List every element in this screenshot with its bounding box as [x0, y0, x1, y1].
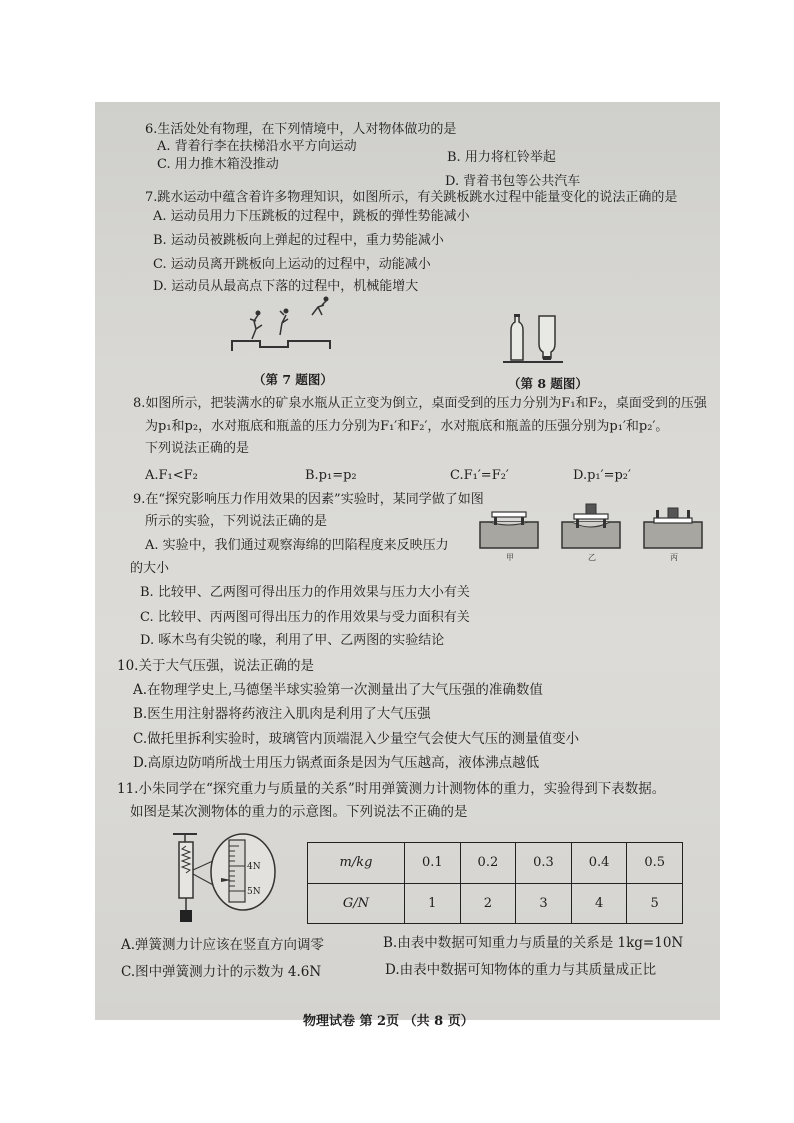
table-head-mass: m/kg	[308, 843, 405, 884]
table-row	[308, 883, 683, 924]
spring-scale-figure	[167, 830, 297, 930]
table-cell: 3	[516, 883, 572, 924]
table-cell: 0.5	[627, 843, 683, 884]
q10-option-a: A.在物理学史上,马德堡半球实验第一次测量出了大气压强的准确数值	[133, 682, 543, 698]
q6-option-b: B. 用力将杠铃举起	[447, 150, 556, 165]
q6-stem: 6.生活处处有物理，在下列情境中，人对物体做功的是	[145, 122, 457, 137]
table-cell: 5	[627, 883, 683, 924]
q9-option-c: C. 比较甲、丙两图可得出压力的作用效果与受力面积有关	[140, 610, 470, 625]
q6-option-a: A. 背着行李在扶梯沿水平方向运动	[157, 139, 357, 154]
q11-stem-2: 如图是某次测物体的重力的示意图。下列说法不正确的是	[130, 804, 468, 820]
label-yi: 乙	[588, 553, 596, 562]
table-cell: 4	[571, 883, 627, 924]
q11-stem-1: 11.小朱同学在“探究重力与质量的关系”时用弹簧测力计测物体的重力，实验得到下表数据。	[117, 781, 666, 797]
q8-option-b: B.p₁=p₂	[305, 468, 357, 483]
q8-option-c: C.F₁′=F₂′	[450, 468, 509, 483]
table-cell: 1	[405, 883, 461, 924]
table-row	[308, 843, 683, 884]
q11-option-b: B.由表中数据可知重力与质量的关系是 1kg=10N	[383, 935, 684, 951]
table-cell: 0.1	[405, 843, 461, 884]
label-bing: 丙	[670, 553, 678, 562]
mass-weight-table	[307, 842, 683, 924]
q7-option-b: B. 运动员被跳板向上弹起的过程中，重力势能减小	[153, 233, 444, 248]
q8-option-d: D.p₁′=p₂′	[573, 468, 631, 483]
q6-option-c: C. 用力推木箱没推动	[157, 157, 279, 172]
sponge-figure	[478, 500, 706, 562]
q10-option-b: B.医生用注射器将药液注入肌肉是利用了大气压强	[133, 706, 431, 722]
q9-option-a-2: 的大小	[130, 561, 170, 576]
q10-stem: 10.关于大气压强，说法正确的是	[117, 658, 314, 674]
q8-stem-3: 下列说法正确的是	[145, 441, 250, 456]
q8-option-a: A.F₁<F₂	[145, 468, 198, 483]
q9-stem-1: 9.在“探究影响压力作用效果的因素”实验时，某同学做了如图	[133, 492, 484, 507]
q11-option-d: D.由表中数据可知物体的重力与其质量成正比	[385, 962, 657, 978]
exam-page	[95, 102, 720, 1029]
table-cell: 0.4	[571, 843, 627, 884]
bottle-figure	[503, 312, 565, 364]
q11-option-a: A.弹簧测力计应该在竖直方向调零	[121, 937, 325, 953]
q7-stem: 7.跳水运动中蕴含着许多物理知识，如图所示，有关跳板跳水过程中能量变化的说法正确的是	[145, 190, 678, 205]
table-head-weight: G/N	[308, 883, 405, 924]
diving-figure	[230, 295, 340, 355]
q9-option-d: D. 啄木鸟有尖锐的喙，利用了甲、乙两图的实验结论	[140, 633, 445, 648]
q9-stem-2: 所示的实验，下列说法正确的是	[145, 514, 328, 529]
table-cell: 0.2	[460, 843, 516, 884]
q8-stem-1: 8.如图所示，把装满水的矿泉水瓶从正立变为倒立，桌面受到的压力分别为F₁和F₂，桌面受到的压强	[133, 396, 707, 411]
table-cell: 0.3	[516, 843, 572, 884]
q8-figure-caption: （第 8 题图）	[508, 376, 588, 391]
q6-option-d: D. 背着书包等公共汽车	[445, 174, 581, 189]
gauge-label-4n: 4N	[247, 862, 261, 872]
q7-option-c: C. 运动员离开跳板向上运动的过程中，动能减小	[153, 257, 431, 272]
q11-option-c: C.图中弹簧测力计的示数为 4.6N	[121, 964, 322, 980]
page-footer: 物理试卷 第 2页 （共 8 页）	[303, 1014, 474, 1029]
q7-option-d: D. 运动员从最高点下落的过程中，机械能增大	[153, 279, 419, 294]
table-cell: 2	[460, 883, 516, 924]
q7-figure-caption: （第 7 题图）	[253, 372, 333, 387]
q10-option-d: D.高原边防哨所战士用压力锅煮面条是因为气压越高，液体沸点越低	[133, 755, 540, 771]
q8-stem-2: 为p₁和p₂，水对瓶底和瓶盖的压力分别为F₁′和F₂′，水对瓶底和瓶盖的压强分别为p₁′和p₂′。	[145, 419, 669, 434]
q9-option-a-1: A. 实验中，我们通过观察海绵的凹陷程度来反映压力	[145, 538, 449, 553]
q10-option-c: C.做托里拆利实验时，玻璃管内顶端混入少量空气会使大气压的测量值变小	[133, 731, 580, 747]
q7-option-a: A. 运动员用力下压跳板的过程中，跳板的弹性势能减小	[153, 209, 470, 224]
q9-option-b: B. 比较甲、乙两图可得出压力的作用效果与压力大小有关	[140, 585, 470, 600]
gauge-label-5n: 5N	[247, 887, 261, 897]
label-jia: 甲	[506, 553, 514, 562]
